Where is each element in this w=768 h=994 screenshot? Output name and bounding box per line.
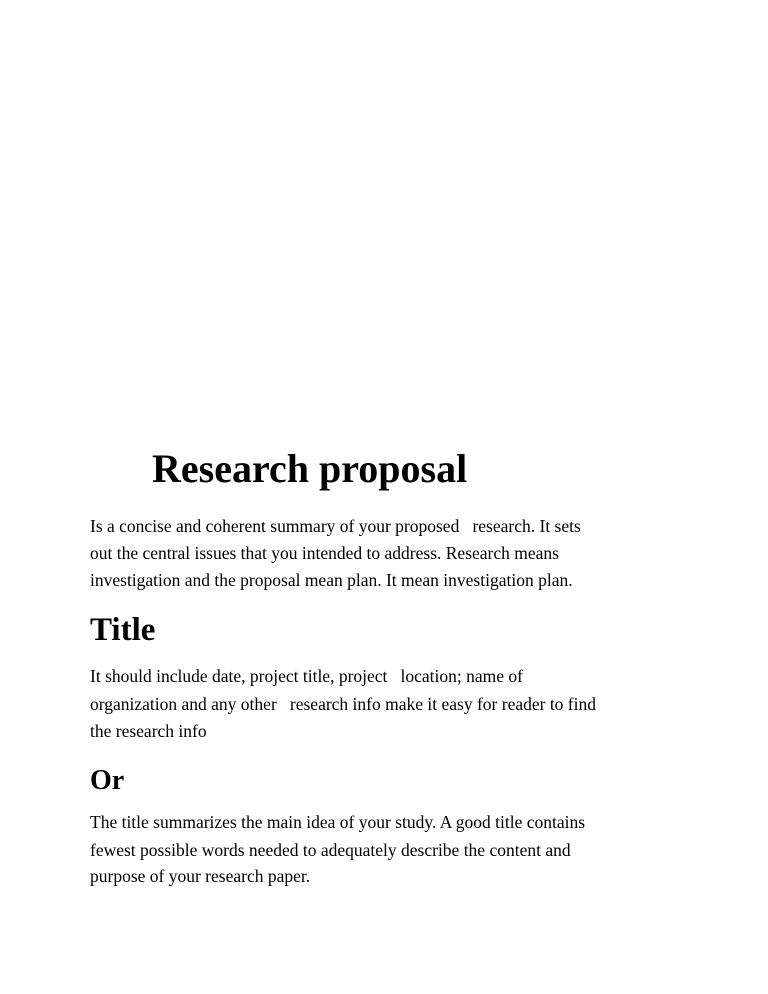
section-title-line: the research info	[90, 721, 207, 741]
section-title-line: It should include date, project title, project location; name of	[90, 666, 523, 686]
section-or-line: purpose of your research paper.	[90, 866, 311, 886]
intro-line: out the central issues that you intended to address. Research means	[90, 543, 559, 563]
section-or-line: The title summarizes the main idea of your study. A good title contains	[90, 812, 586, 832]
section-title-line: organization and any other research info make it easy for reader to find	[90, 694, 596, 714]
section-or-line: fewest possible words needed to adequately describe the content and	[90, 840, 571, 860]
section-heading-title: Title	[90, 612, 156, 648]
intro-line: investigation and the proposal mean plan. It mean investigation plan.	[90, 570, 573, 590]
intro-line: Is a concise and coherent summary of your proposed research. It sets	[90, 516, 581, 536]
document-title: Research proposal	[152, 446, 468, 491]
section-heading-or: Or	[90, 765, 125, 796]
